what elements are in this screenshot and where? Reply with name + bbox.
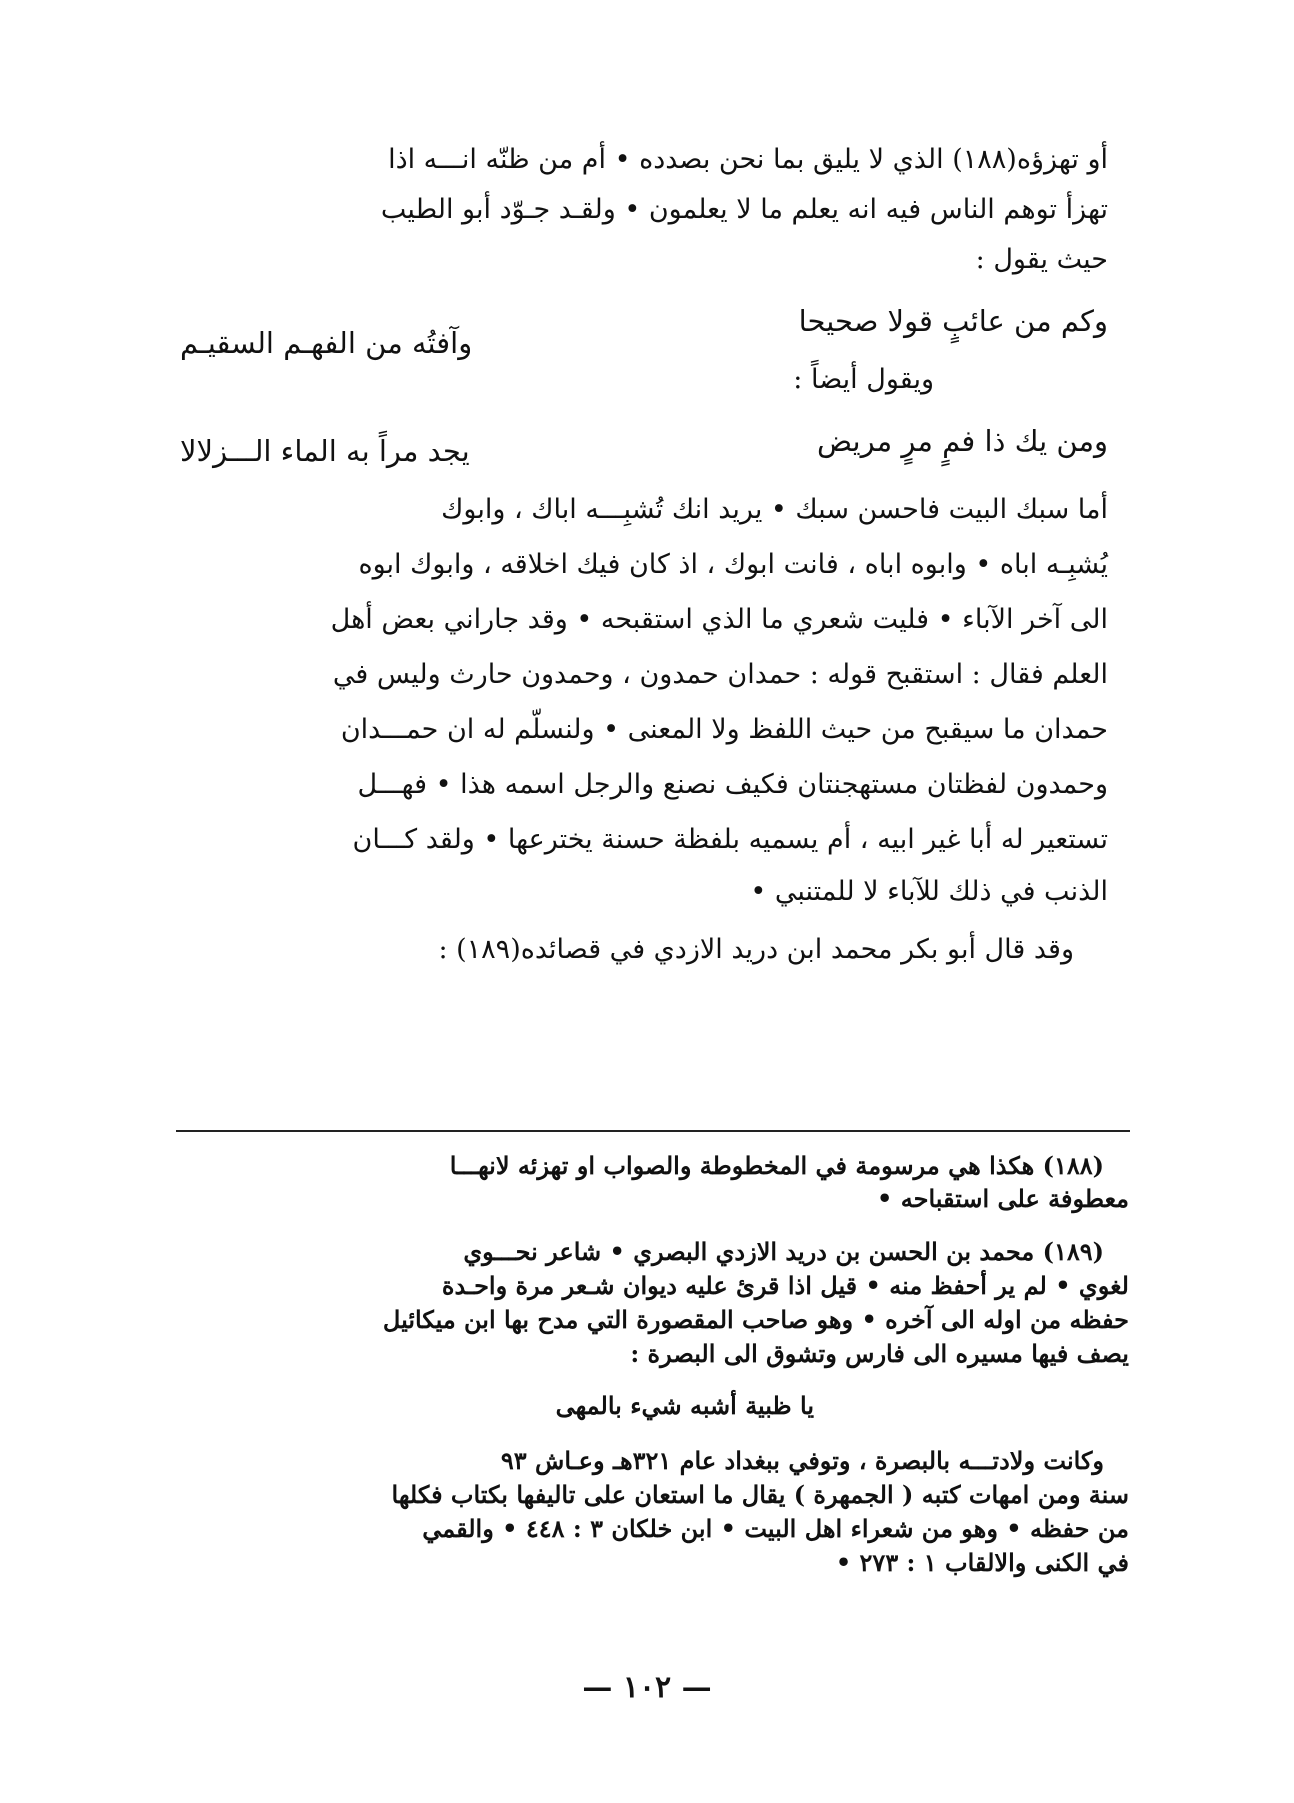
verse-2-second-hemistich: يجد مراً به الماء الـــزلالا: [180, 434, 470, 468]
footnote-188-line-1: (١٨٨) هكذا هي مرسومة في المخطوطة والصواب او تهزئه لانهـــا: [449, 1151, 1104, 1180]
footnote-189-line-8: في الكنى والالقاب ١ : ٢٧٣ •: [835, 1548, 1129, 1577]
paragraph-line-5: حمدان ما سيقبح من حيث اللفظ ولا المعنى • ولنسلّم له ان حمـــدان: [340, 714, 1108, 745]
verse-1-first-hemistich: وكم من عائبٍ قولا صحيحا: [798, 304, 1108, 338]
body-line-2: تهزأ توهم الناس فيه انه يعلم ما لا يعلمون • ولقـد جـوّد أبو الطيب: [380, 194, 1108, 225]
footnote-189-line-7: من حفظه • وهو من شعراء اهل البيت • ابن خلكان ٣ : ٤٤٨ • والقمي: [422, 1514, 1129, 1543]
paragraph-line-4: العلم فقال : استقبح قوله : حمدان حمدون ، وحمدون حارث وليس في: [332, 659, 1108, 690]
paragraph-line-1: أما سبك البيت فاحسن سبك • يريد انك تُشبِـــه اباك ، وابوك: [441, 494, 1108, 525]
paragraph-line-8: الذنب في ذلك للآباء لا للمتنبي •: [750, 876, 1108, 907]
footnote-188-line-2: معطوفة على استقباحه •: [877, 1184, 1129, 1213]
footnote-separator: [176, 1130, 1130, 1132]
verse-1-second-hemistich: وآفتُه من الفهـم السقيـم: [180, 326, 473, 360]
footnote-189-line-4: يصف فيها مسيره الى فارس وتشوق الى البصرة :: [630, 1339, 1129, 1368]
verse-2-first-hemistich: ومن يك ذا فمٍ مرٍ مريض: [816, 424, 1108, 458]
footnote-189-line-1: (١٨٩) محمد بن الحسن بن دريد الازدي البصري • شاعر نحـــوي: [463, 1237, 1104, 1266]
paragraph-line-6: وحمدون لفظتان مستهجنتان فكيف نصنع والرجل اسمه هذا • فهـــل: [357, 769, 1108, 800]
paragraph-line-3: الى آخر الآباء • فليت شعري ما الذي استقبحه • وقد جاراني بعض أهل: [330, 604, 1108, 635]
footnote-189-line-2: لغوي • لم ير أحفظ منه • قيل اذا قرئ عليه ديوان شـعر مرة واحـدة: [441, 1271, 1129, 1300]
body-line-1: أو تهزؤه(١٨٨) الذي لا يليق بما نحن بصدده • أم من ظنّه انـــه اذا: [388, 144, 1108, 175]
paragraph-line-2: يُشبِـه اباه • وابوه اباه ، فانت ابوك ، اذ كان فيك اخلاقه ، وابوك ابوه: [358, 549, 1108, 580]
footnote-189-line-3: حفظه من اوله الى آخره • وهو صاحب المقصورة التي مدح بها ابن ميكائيل: [382, 1305, 1129, 1334]
paragraph-line-7: تستعير له أبا غير ابيه ، أم يسميه بلفظة حسنة يخترعها • ولقد كـــان: [352, 824, 1108, 855]
page-number: — ١٠٢ —: [582, 1670, 712, 1705]
verse-2-lead: ويقول أيضاً :: [793, 364, 934, 395]
body-line-3: حيث يقول :: [975, 244, 1108, 275]
footnote-189-line-5: وكانت ولادتـــه بالبصرة ، وتوفي ببغداد عام ٣٢١هـ وعـاش ٩٣: [500, 1446, 1104, 1475]
footnote-189-line-6: سنة ومن امهات كتبه ( الجمهرة ) يقال ما استعان على تاليفها بكتاب فكلها: [391, 1480, 1129, 1509]
closing-line: وقد قال أبو بكر محمد ابن دريد الازدي في قصائده(١٨٩) :: [438, 934, 1074, 965]
footnote-189-verse: يا ظبية أشبه شيء بالمهى: [555, 1391, 814, 1420]
